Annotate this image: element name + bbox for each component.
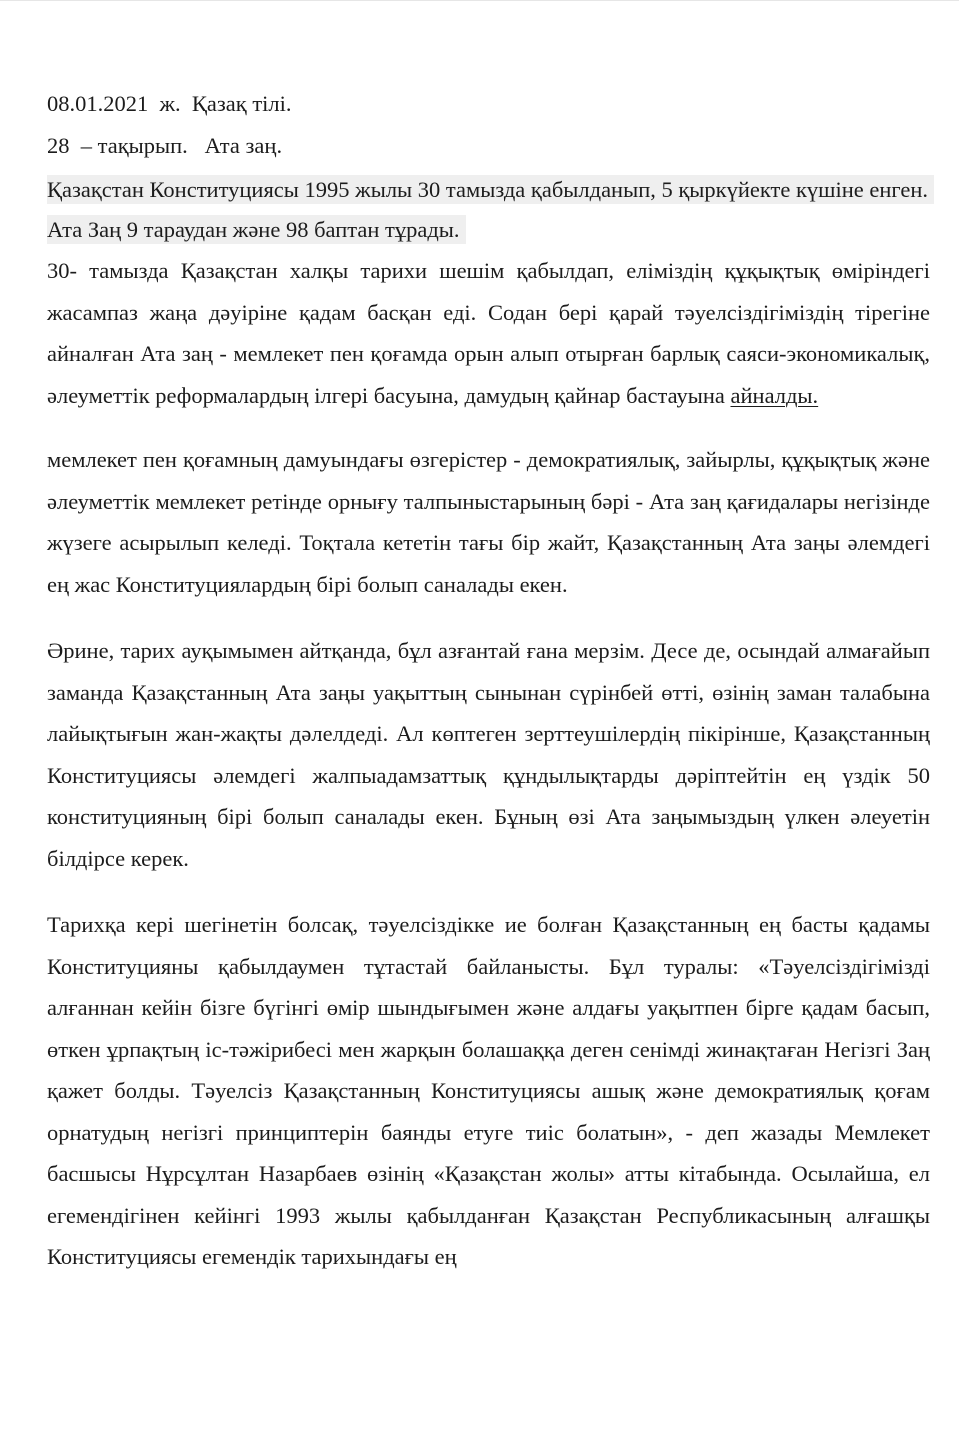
paragraph-2: мемлекет пен қоғамның дамуындағы өзгерістер - демократиялық, зайырлы, құқықтық және әлеуметтік мемлекет ретінде орнығу талпыныстарының бәрі - Ата заң қағидалары негізінде жүзеге асырылып келеді. Тоқтала кететін тағы бір жайт, Қазақстанның Ата заңы әлемдегі ең жас Конституциялардың бірі болып саналады екен. [47, 447, 930, 597]
paragraph-spacer [47, 879, 930, 904]
paragraph-spacer [47, 416, 930, 439]
paragraph-4: Тарихқа кері шегінетін болсақ, тәуелсіздікке ие болған Қазақстанның ең басты қадамы Конституцияны қабылдаумен тұтастай байланысты. Бұл туралы: «Тәуелсіздігімізді алғаннан кейін бізге бүгінгі өмір шындығымен және алдағы уақытпен бірге қадам басып, өткен ұрпақтың іс-тәжірибесі мен жарқын болашаққа деген сенімді жинақтаған Негізгі Заң қажет болды. Тәуелсіз Қазақстанның Конституциясы ашық және демократиялық қоғам орнатудың негізгі принциптерін баянды етуге тиіс болатын», - деп жазады Мемлекет басшысы Нұрсұлтан Назарбаев өзінің «Қазақстан жолы» атты кітабында. Осылайша, ел егемендігінен кейінгі 1993 жылы қабылданған Қазақстан Республикасының алғашқы Конституциясы егемендік тарихындағы ең [47, 912, 930, 1269]
intro-highlight: Қазақстан Конституциясы 1995 жылы 30 тамызда қабылданып, 5 қыркүйекте күшіне енген. Ата Заң 9 тараудан және 98 баптан тұрады. [47, 175, 934, 244]
paragraph-1-underlined-word: айналды. [730, 382, 819, 408]
paragraph-spacer [47, 605, 930, 630]
topic-line: 28 – тақырып. Ата заң. [47, 132, 283, 158]
date-line: 08.01.2021 ж. Қазақ тілі. [47, 91, 292, 116]
paragraph-1 [47, 250, 930, 416]
paragraph-1-text: 30- тамызда Қазақстан халқы тарихи шешім қабылдап, еліміздің құқықтық өміріндегі жасампаз жаңа дәуіріне қадам басқан еді. Содан бері қарай тәуелсіздігіміздің тірегіне айналған Ата заң - мемлекет пен қоғамда орын алып отырған барлық саяси-экономикалық, әлеуметтік реформалардың ілгері басуына, дамудың қайнар бастауына [47, 258, 930, 408]
intro-paragraph [47, 170, 930, 250]
paragraph-3: Әрине, тарих ауқымымен айтқанда, бұл азғантай ғана мерзім. Десе де, осындай алмағайып заманда Қазақстанның Ата заңы уақыттың сынынан сүрінбей өтті, өзінің заман талабына лайықтығын жан-жақты дәлелдеді. Ал көптеген зерттеушілердің пікірінше, Қазақстанның Конституциясы әлемдегі жалпыадамзаттық құндылықтарды дәріптейтін ең үздік 50 конституцияның бірі болып саналады екен. Бұның өзі Ата заңымыздың үлкен әлеуетін білдірсе керек. [47, 638, 930, 871]
document-body [47, 83, 930, 1278]
